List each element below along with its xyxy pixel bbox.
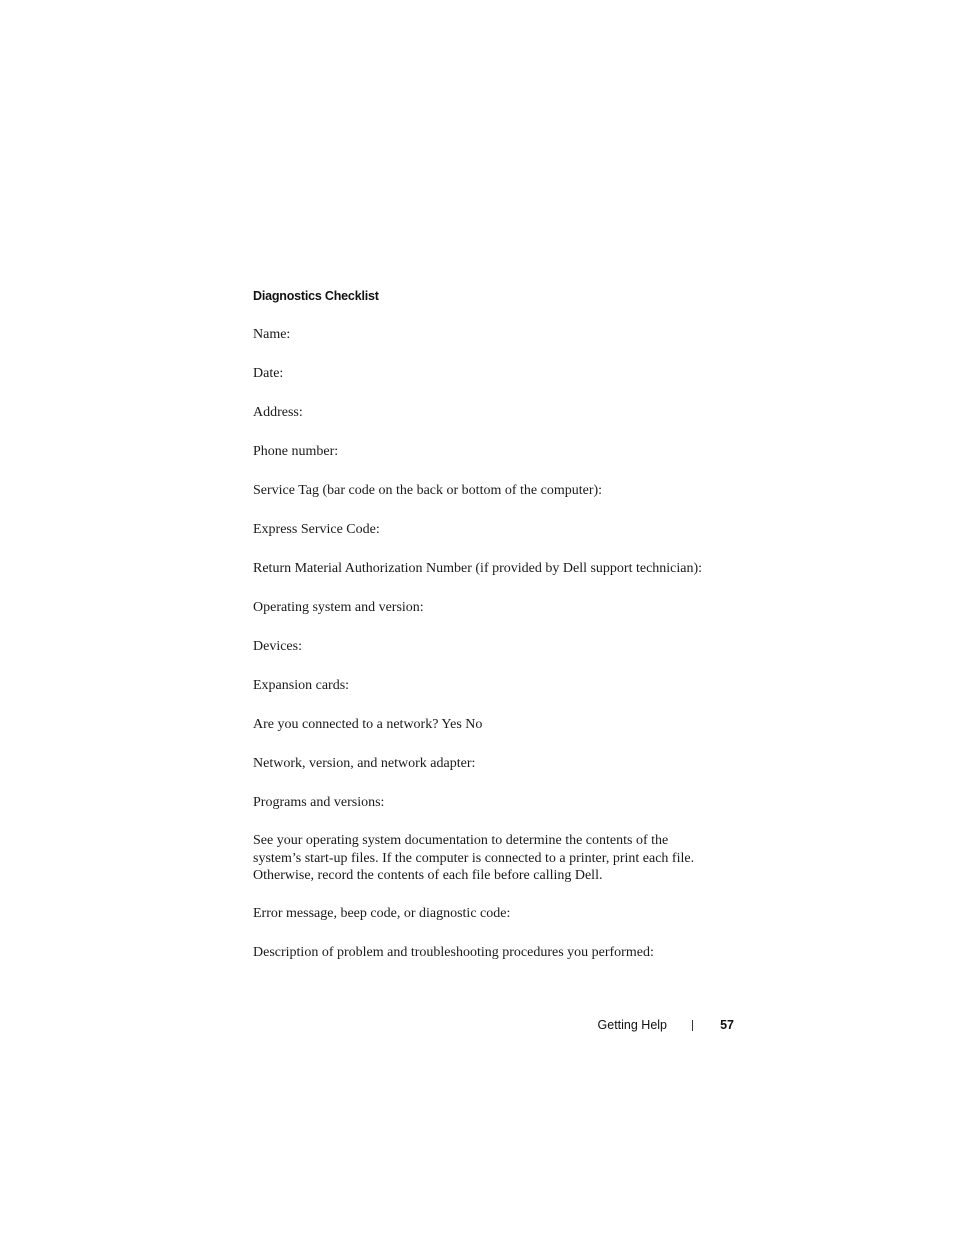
field-address: Address: [253, 405, 303, 420]
footer-separator [692, 1020, 693, 1031]
field-name: Name: [253, 327, 291, 342]
page-footer [0, 1015, 954, 1035]
field-network-connected: Are you connected to a network? Yes No [253, 717, 483, 732]
instruction-line: Otherwise, record the contents of each file before calling Dell. [253, 868, 603, 883]
instruction-line: system’s start-up files. If the computer is connected to a printer, print each file. [253, 850, 695, 866]
field-expansion-cards: Expansion cards: [253, 678, 350, 693]
field-rma-number: Return Material Authorization Number (if provided by Dell support technician): [253, 561, 703, 576]
page-number: 57 [720, 1018, 734, 1032]
field-date: Date: [253, 366, 284, 381]
field-error-message: Error message, beep code, or diagnostic code: [253, 905, 511, 921]
field-service-tag: Service Tag (bar code on the back or bottom of the computer): [253, 483, 603, 498]
field-network-adapter: Network, version, and network adapter: [253, 756, 476, 771]
instruction-line: See your operating system documentation to determine the contents of the [253, 833, 669, 848]
checklist-heading: Diagnostics Checklist [253, 289, 379, 303]
footer-section-title: Getting Help [597, 1018, 667, 1032]
field-devices: Devices: [253, 639, 302, 654]
field-express-service-code: Express Service Code: [253, 522, 380, 537]
diagnostics-checklist [253, 286, 733, 982]
field-phone-number: Phone number: [253, 444, 339, 459]
field-operating-system: Operating system and version: [253, 600, 424, 615]
startup-files-instruction [253, 832, 733, 885]
field-problem-description: Description of problem and troubleshooting procedures you performed: [253, 944, 654, 960]
field-programs-versions: Programs and versions: [253, 795, 385, 810]
